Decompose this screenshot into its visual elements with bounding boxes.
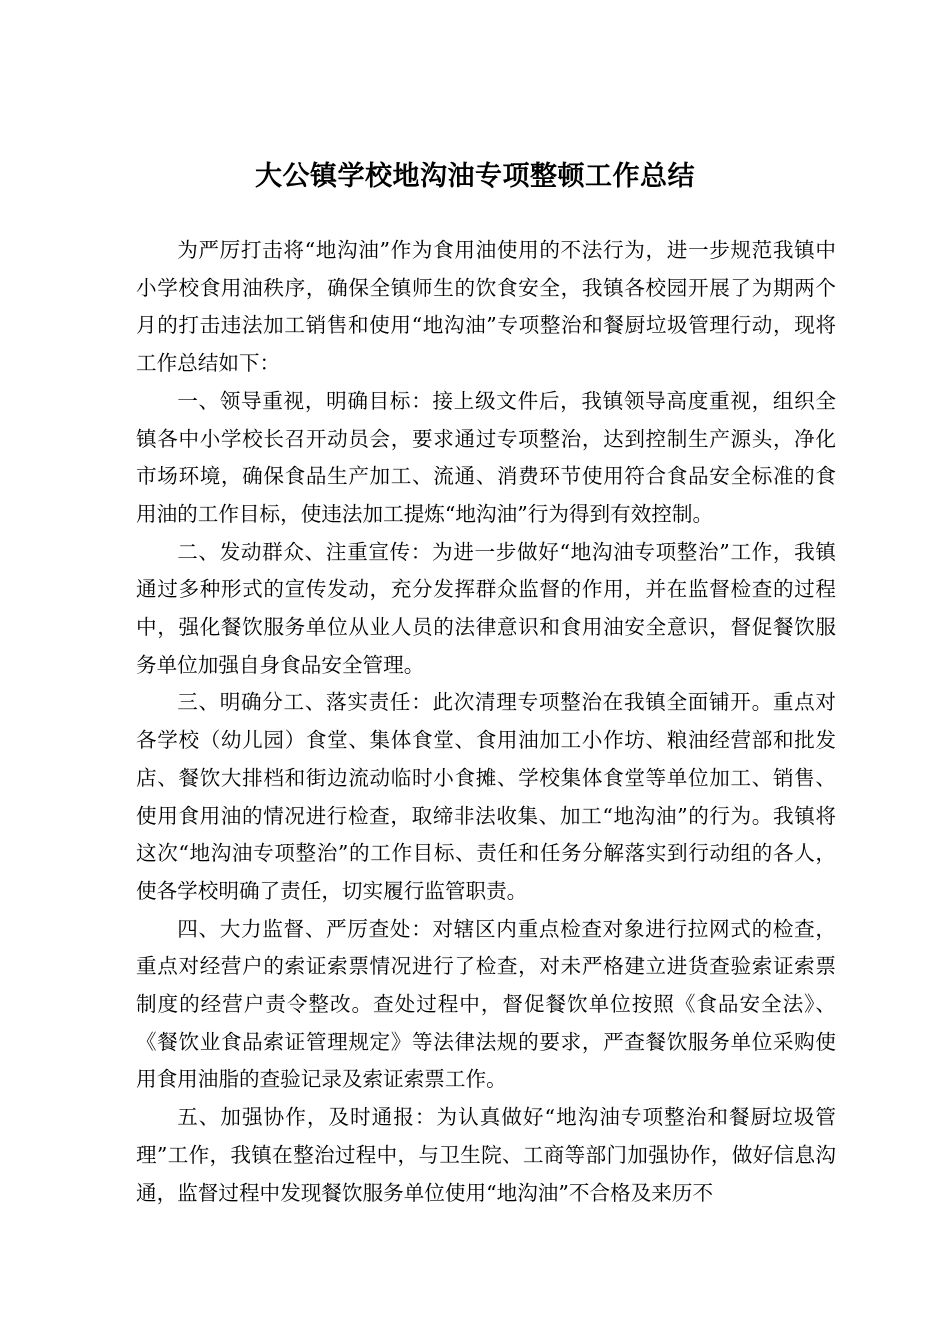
document-body — [136, 232, 836, 1212]
document-title: 大公镇学校地沟油专项整顿工作总结 — [255, 161, 695, 192]
paragraph-section-3: 三、明确分工、落实责任：此次清理专项整治在我镇全面铺开。重点对各学校（幼儿园）食堂、集体食堂、食用油加工小作坊、粮油经营部和批发店、餐饮大排档和街边流动临时小食摊、学校集体食堂等单位加工、销售、使用食用油的情况进行检查，取缔非法收集、加工“地沟油”的行为。我镇将这次“地沟油专项整治”的工作目标、责任和任务分解落实到行动组的各人，使各学校明确了责任，切实履行监管职责。 — [136, 690, 836, 903]
paragraph-section-4: 四、大力监督、严厉查处：对辖区内重点检查对象进行拉网式的检查，重点对经营户的索证索票情况进行了检查，对未严格建立进货查验索证索票制度的经营户责令整改。查处过程中，督促餐饮单位按照《食品安全法》、《餐饮业食品索证管理规定》等法律法规的要求，严查餐饮服务单位采购使用食用油脂的查验记录及索证索票工作。 — [136, 916, 836, 1092]
paragraph-section-1: 一、领导重视，明确目标：接上级文件后，我镇领导高度重视，组织全镇各中小学校长召开动员会，要求通过专项整治，达到控制生产源头，净化市场环境，确保食品生产加工、流通、消费环节使用符合食品安全标准的食用油的工作目标，使违法加工提炼“地沟油”行为得到有效控制。 — [136, 388, 836, 526]
paragraph-intro: 为严厉打击将“地沟油”作为食用油使用的不法行为，进一步规范我镇中小学校食用油秩序，确保全镇师生的饮食安全，我镇各校园开展了为期两个月的打击违法加工销售和使用“地沟油”专项整治和餐厨垃圾管理行动，现将工作总结如下： — [136, 238, 836, 376]
paragraph-section-5: 五、加强协作，及时通报：为认真做好“地沟油专项整治和餐厨垃圾管理”工作，我镇在整治过程中，与卫生院、工商等部门加强协作，做好信息沟通，监督过程中发现餐饮服务单位使用“地沟油”不合格及来历不 — [136, 1105, 836, 1205]
paragraph-section-2: 二、发动群众、注重宣传：为进一步做好“地沟油专项整治”工作，我镇通过多种形式的宣传发动，充分发挥群众监督的作用，并在监督检查的过程中，强化餐饮服务单位从业人员的法律意识和食用油安全意识，督促餐饮服务单位加强自身食品安全管理。 — [136, 539, 836, 677]
